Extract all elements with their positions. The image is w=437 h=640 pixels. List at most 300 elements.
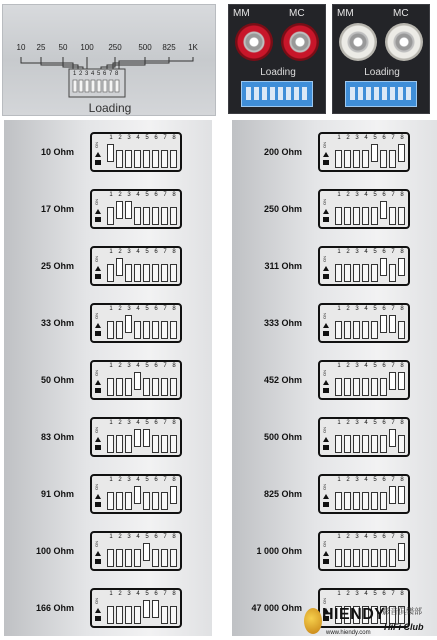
- switch-cell-off: [344, 321, 351, 339]
- switch-number: 5: [373, 534, 377, 540]
- dip-switch: [90, 303, 182, 343]
- switch-number: 8: [172, 363, 176, 369]
- switch-numbers: [335, 306, 407, 312]
- switch-cell-off: [362, 435, 369, 453]
- switch-on-text: ON: [322, 142, 327, 148]
- switch-number: 6: [382, 135, 386, 141]
- switch-cell-off: [161, 264, 168, 282]
- switch-on-text: ON: [322, 427, 327, 433]
- switch-cell-off: [125, 492, 132, 510]
- switch-number: 2: [346, 135, 350, 141]
- switch-number: 1: [109, 420, 113, 426]
- switch-cell-off: [335, 492, 342, 510]
- plate-dip-number: 4: [91, 71, 95, 77]
- switch-cell-off: [398, 435, 405, 453]
- rca-jack-white: [339, 23, 377, 61]
- switch-number: 3: [355, 477, 359, 483]
- loading-scale: [11, 43, 217, 57]
- switch-number: 1: [109, 135, 113, 141]
- switch-on-text: ON: [94, 541, 99, 547]
- switch-cell-off: [398, 207, 405, 225]
- switch-number: 1: [109, 534, 113, 540]
- switch-number: 4: [136, 306, 140, 312]
- switch-cell-off: [134, 549, 141, 567]
- up-arrow-icon: [323, 551, 329, 556]
- mc-label: MC: [393, 8, 409, 19]
- switch-cell-off: [335, 150, 342, 168]
- switch-cell-off: [107, 207, 114, 225]
- up-arrow-icon: [323, 209, 329, 214]
- switch-cell-off: [125, 435, 132, 453]
- switch-cell-off: [380, 150, 387, 168]
- switch-number: 6: [154, 420, 158, 426]
- switch-cell-off: [170, 264, 177, 282]
- switch-number: 6: [154, 534, 158, 540]
- switch-numbers: [107, 591, 179, 597]
- switch-cell-on: [134, 429, 141, 447]
- switch-numbers: [107, 249, 179, 255]
- switch-number: 4: [136, 420, 140, 426]
- switch-number: 3: [355, 192, 359, 198]
- switch-cell-off: [362, 492, 369, 510]
- switch-cell-off: [353, 549, 360, 567]
- switch-number: 8: [172, 534, 176, 540]
- switch-numbers: [107, 363, 179, 369]
- switch-number: 3: [355, 363, 359, 369]
- switch-number: 7: [163, 306, 167, 312]
- switch-cell-off: [107, 378, 114, 396]
- mm-label: MM: [233, 8, 250, 19]
- off-marker-icon: [323, 388, 329, 393]
- switch-cell-off: [116, 378, 123, 396]
- impedance-label: 825 Ohm: [263, 489, 302, 499]
- switch-number: 6: [382, 306, 386, 312]
- impedance-label: 311 Ohm: [264, 261, 302, 271]
- switch-cell-on: [389, 315, 396, 333]
- plate-dip-numbers: [69, 71, 125, 79]
- switch-cell-off: [389, 549, 396, 567]
- switch-cell-off: [134, 150, 141, 168]
- switch-number: 2: [346, 306, 350, 312]
- dip-switch: [318, 189, 410, 229]
- switch-cell-off: [134, 606, 141, 624]
- switch-cell-off: [353, 321, 360, 339]
- switch-number: 5: [373, 249, 377, 255]
- dip-switch: [318, 360, 410, 400]
- switch-cell-off: [152, 492, 159, 510]
- switch-cell-on: [143, 600, 150, 618]
- switch-number: 1: [337, 192, 341, 198]
- switch-number: 4: [364, 306, 368, 312]
- switch-cell-off: [116, 549, 123, 567]
- up-arrow-icon: [95, 494, 101, 499]
- scale-value: 25: [36, 43, 46, 52]
- up-arrow-icon: [323, 494, 329, 499]
- impedance-label: 25 Ohm: [40, 261, 74, 271]
- switch-number: 4: [364, 420, 368, 426]
- switch-number: 8: [172, 306, 176, 312]
- switch-cell-off: [170, 435, 177, 453]
- switch-number: 8: [172, 192, 176, 198]
- switch-number: 7: [163, 591, 167, 597]
- switch-cell-off: [389, 150, 396, 168]
- switch-number: 3: [355, 591, 359, 597]
- switch-on-text: ON: [322, 256, 327, 262]
- switch-number: 4: [136, 591, 140, 597]
- switch-cell-off: [161, 150, 168, 168]
- impedance-label: 452 Ohm: [263, 375, 302, 385]
- switch-cell-off: [380, 549, 387, 567]
- switch-number: 6: [154, 363, 158, 369]
- switch-number: 5: [145, 306, 149, 312]
- switch-numbers: [335, 135, 407, 141]
- switch-number: 7: [391, 306, 395, 312]
- switch-number: 2: [346, 420, 350, 426]
- switch-number: 6: [382, 249, 386, 255]
- rca-panel-right: [332, 4, 430, 114]
- switch-number: 3: [355, 306, 359, 312]
- impedance-label: 333 Ohm: [263, 318, 302, 328]
- scale-value: 100: [80, 43, 94, 52]
- switch-cell-off: [335, 378, 342, 396]
- impedance-label: 100 Ohm: [35, 546, 74, 556]
- up-arrow-icon: [95, 380, 101, 385]
- off-marker-icon: [323, 331, 329, 336]
- up-arrow-icon: [95, 608, 101, 613]
- switch-cell-off: [335, 264, 342, 282]
- off-marker-icon: [95, 331, 101, 336]
- switch-number: 1: [337, 477, 341, 483]
- up-arrow-icon: [95, 209, 101, 214]
- switch-number: 2: [118, 135, 122, 141]
- switch-cell-on: [170, 486, 177, 504]
- switch-cell-on: [398, 372, 405, 390]
- switch-number: 5: [145, 534, 149, 540]
- switch-cell-off: [353, 378, 360, 396]
- switch-number: 8: [400, 249, 404, 255]
- switch-number: 7: [391, 249, 395, 255]
- switch-number: 8: [172, 591, 176, 597]
- rca-dip-switch: [345, 81, 417, 107]
- switch-on-text: ON: [94, 598, 99, 604]
- switch-number: 6: [154, 249, 158, 255]
- switch-cell-off: [335, 549, 342, 567]
- switch-cell-off: [398, 321, 405, 339]
- switch-number: 8: [172, 249, 176, 255]
- switch-number: 7: [391, 192, 395, 198]
- switch-cell-off: [371, 549, 378, 567]
- switch-cell-off: [335, 321, 342, 339]
- switch-cell-off: [170, 150, 177, 168]
- dip-switch: [318, 132, 410, 172]
- switch-numbers: [335, 591, 407, 597]
- switch-cell-off: [152, 321, 159, 339]
- rca-jack-red: [235, 23, 273, 61]
- switch-number: 8: [172, 420, 176, 426]
- rca-loading-label: Loading: [364, 67, 400, 78]
- switch-cell-off: [353, 492, 360, 510]
- switch-cell-off: [152, 150, 159, 168]
- switch-number: 2: [346, 477, 350, 483]
- switch-cell-off: [170, 378, 177, 396]
- switch-cell-off: [344, 150, 351, 168]
- off-marker-icon: [95, 388, 101, 393]
- switch-number: 3: [127, 306, 131, 312]
- switch-number: 4: [136, 477, 140, 483]
- switch-number: 1: [337, 534, 341, 540]
- switch-number: 3: [127, 249, 131, 255]
- switch-number: 7: [391, 420, 395, 426]
- switch-cell-off: [152, 549, 159, 567]
- switch-cell-off: [107, 549, 114, 567]
- switch-on-text: ON: [94, 484, 99, 490]
- off-marker-icon: [95, 160, 101, 165]
- mc-label: MC: [289, 8, 305, 19]
- switch-cell-on: [398, 486, 405, 504]
- switch-cell-off: [116, 492, 123, 510]
- switch-number: 5: [145, 249, 149, 255]
- switch-number: 2: [118, 477, 122, 483]
- switch-cell-off: [371, 435, 378, 453]
- switch-number: 3: [127, 135, 131, 141]
- switch-cell-on: [380, 201, 387, 219]
- switch-cell-off: [353, 264, 360, 282]
- switch-cell-off: [143, 321, 150, 339]
- switch-number: 2: [346, 591, 350, 597]
- off-marker-icon: [323, 445, 329, 450]
- switch-cell-on: [371, 144, 378, 162]
- switch-number: 4: [136, 363, 140, 369]
- switch-cell-off: [344, 207, 351, 225]
- switch-number: 3: [127, 534, 131, 540]
- scale-value: 825: [162, 43, 176, 52]
- switch-number: 3: [355, 135, 359, 141]
- dip-switch: [90, 132, 182, 172]
- impedance-label: 1 000 Ohm: [256, 546, 302, 556]
- switch-cell-off: [362, 378, 369, 396]
- switch-number: 2: [346, 363, 350, 369]
- switch-number: 5: [373, 477, 377, 483]
- off-marker-icon: [95, 445, 101, 450]
- dip-switch: [90, 246, 182, 286]
- plate-dip-number: 1: [73, 71, 77, 77]
- up-arrow-icon: [95, 551, 101, 556]
- hiendy-watermark: [304, 604, 436, 638]
- switch-number: 1: [337, 306, 341, 312]
- switch-cell-on: [134, 372, 141, 390]
- watermark-sub: HiFi Club: [384, 622, 424, 632]
- hiendy-logo-icon: [304, 608, 322, 634]
- watermark-url: www.hiendy.com: [326, 630, 371, 636]
- switch-number: 3: [127, 477, 131, 483]
- dip-switch: [318, 246, 410, 286]
- switch-cell-off: [116, 150, 123, 168]
- switch-on-text: ON: [94, 256, 99, 262]
- switch-numbers: [335, 249, 407, 255]
- switch-number: 5: [373, 420, 377, 426]
- switch-cell-off: [125, 150, 132, 168]
- loading-plate: [2, 4, 216, 116]
- switch-number: 1: [337, 591, 341, 597]
- switch-number: 7: [391, 477, 395, 483]
- switch-cell-off: [362, 549, 369, 567]
- switch-numbers: [107, 534, 179, 540]
- switch-number: 4: [364, 363, 368, 369]
- switch-number: 7: [163, 477, 167, 483]
- plate-dip-number: 3: [85, 71, 89, 77]
- switch-cell-off: [152, 264, 159, 282]
- switch-number: 1: [337, 420, 341, 426]
- dip-switch: [90, 189, 182, 229]
- switch-on-text: ON: [94, 370, 99, 376]
- impedance-label: 200 Ohm: [263, 147, 302, 157]
- impedance-label: 17 Ohm: [40, 204, 74, 214]
- switch-number: 5: [145, 420, 149, 426]
- switch-numbers: [107, 192, 179, 198]
- dip-switch: [90, 474, 182, 514]
- switch-cell-off: [353, 207, 360, 225]
- switch-number: 1: [337, 135, 341, 141]
- switch-cell-off: [134, 264, 141, 282]
- plate-dip-number: 8: [115, 71, 119, 77]
- switch-number: 3: [127, 192, 131, 198]
- switch-on-text: ON: [94, 199, 99, 205]
- off-marker-icon: [323, 160, 329, 165]
- switch-number: 2: [118, 192, 122, 198]
- switch-cell-on: [143, 543, 150, 561]
- switch-number: 2: [118, 420, 122, 426]
- switch-on-text: ON: [322, 541, 327, 547]
- up-arrow-icon: [95, 323, 101, 328]
- up-arrow-icon: [323, 437, 329, 442]
- switch-cell-on: [389, 372, 396, 390]
- switch-number: 7: [163, 135, 167, 141]
- switch-number: 5: [145, 363, 149, 369]
- switch-number: 3: [127, 420, 131, 426]
- switch-cell-on: [125, 201, 132, 219]
- switch-number: 6: [382, 591, 386, 597]
- switch-number: 4: [136, 135, 140, 141]
- switch-cell-off: [362, 207, 369, 225]
- off-marker-icon: [323, 274, 329, 279]
- switch-number: 7: [163, 249, 167, 255]
- impedance-label: 50 Ohm: [40, 375, 74, 385]
- plate-dip-number: 5: [97, 71, 101, 77]
- switch-number: 6: [154, 591, 158, 597]
- switch-number: 7: [391, 591, 395, 597]
- switch-cell-off: [170, 549, 177, 567]
- plate-dip-number: 2: [79, 71, 83, 77]
- switch-number: 5: [373, 591, 377, 597]
- switch-number: 6: [154, 192, 158, 198]
- switch-on-text: ON: [322, 598, 327, 604]
- switch-number: 5: [373, 306, 377, 312]
- rca-jack-white: [385, 23, 423, 61]
- watermark-chinese: 影音俱樂部: [382, 607, 422, 616]
- impedance-label: 10 Ohm: [40, 147, 74, 157]
- switch-number: 1: [109, 363, 113, 369]
- switch-cell-off: [371, 378, 378, 396]
- switch-number: 2: [118, 534, 122, 540]
- switch-cell-off: [107, 321, 114, 339]
- switch-number: 8: [400, 477, 404, 483]
- switch-number: 2: [346, 192, 350, 198]
- switch-cell-off: [152, 378, 159, 396]
- switch-number: 2: [346, 249, 350, 255]
- switch-cell-off: [161, 492, 168, 510]
- plate-dip-number: 7: [109, 71, 113, 77]
- off-marker-icon: [95, 616, 101, 621]
- switch-numbers: [335, 363, 407, 369]
- switch-cell-off: [107, 435, 114, 453]
- switch-cell-off: [143, 378, 150, 396]
- switch-cell-off: [143, 207, 150, 225]
- switch-cell-off: [116, 435, 123, 453]
- switch-number: 8: [172, 477, 176, 483]
- switch-cell-on: [107, 144, 114, 162]
- impedance-label: 250 Ohm: [263, 204, 302, 214]
- switch-numbers: [335, 477, 407, 483]
- switch-number: 6: [382, 192, 386, 198]
- switch-cell-off: [170, 321, 177, 339]
- switch-cell-off: [161, 321, 168, 339]
- impedance-label: 83 Ohm: [40, 432, 74, 442]
- switch-cell-on: [380, 258, 387, 276]
- switch-number: 8: [172, 135, 176, 141]
- switch-number: 1: [109, 192, 113, 198]
- switch-number: 4: [364, 477, 368, 483]
- switch-number: 6: [382, 534, 386, 540]
- switch-number: 4: [136, 534, 140, 540]
- switch-on-text: ON: [322, 199, 327, 205]
- switch-on-text: ON: [322, 484, 327, 490]
- switch-cell-on: [398, 543, 405, 561]
- switch-cell-off: [152, 435, 159, 453]
- up-arrow-icon: [95, 437, 101, 442]
- switch-cell-off: [161, 606, 168, 624]
- switch-cell-off: [107, 264, 114, 282]
- switch-number: 8: [400, 591, 404, 597]
- scale-value: 250: [108, 43, 122, 52]
- switch-cell-off: [335, 435, 342, 453]
- switch-cell-off: [125, 606, 132, 624]
- scale-value: 50: [58, 43, 68, 52]
- switch-number: 7: [391, 135, 395, 141]
- scale-value: 10: [16, 43, 26, 52]
- switch-on-text: ON: [94, 427, 99, 433]
- switch-number: 1: [109, 591, 113, 597]
- up-arrow-icon: [323, 380, 329, 385]
- switch-number: 7: [391, 534, 395, 540]
- switch-cell-off: [161, 549, 168, 567]
- switch-number: 3: [127, 363, 131, 369]
- switch-cell-off: [380, 378, 387, 396]
- switch-number: 2: [118, 591, 122, 597]
- off-marker-icon: [95, 217, 101, 222]
- switch-cell-on: [143, 429, 150, 447]
- up-arrow-icon: [323, 152, 329, 157]
- switch-cell-off: [344, 378, 351, 396]
- switch-cell-off: [389, 207, 396, 225]
- impedance-label: 91 Ohm: [40, 489, 74, 499]
- switch-number: 2: [346, 534, 350, 540]
- dip-switch: [90, 360, 182, 400]
- off-marker-icon: [95, 559, 101, 564]
- switch-cell-off: [170, 207, 177, 225]
- switch-cell-off: [161, 378, 168, 396]
- switch-cell-off: [161, 207, 168, 225]
- switch-number: 8: [400, 306, 404, 312]
